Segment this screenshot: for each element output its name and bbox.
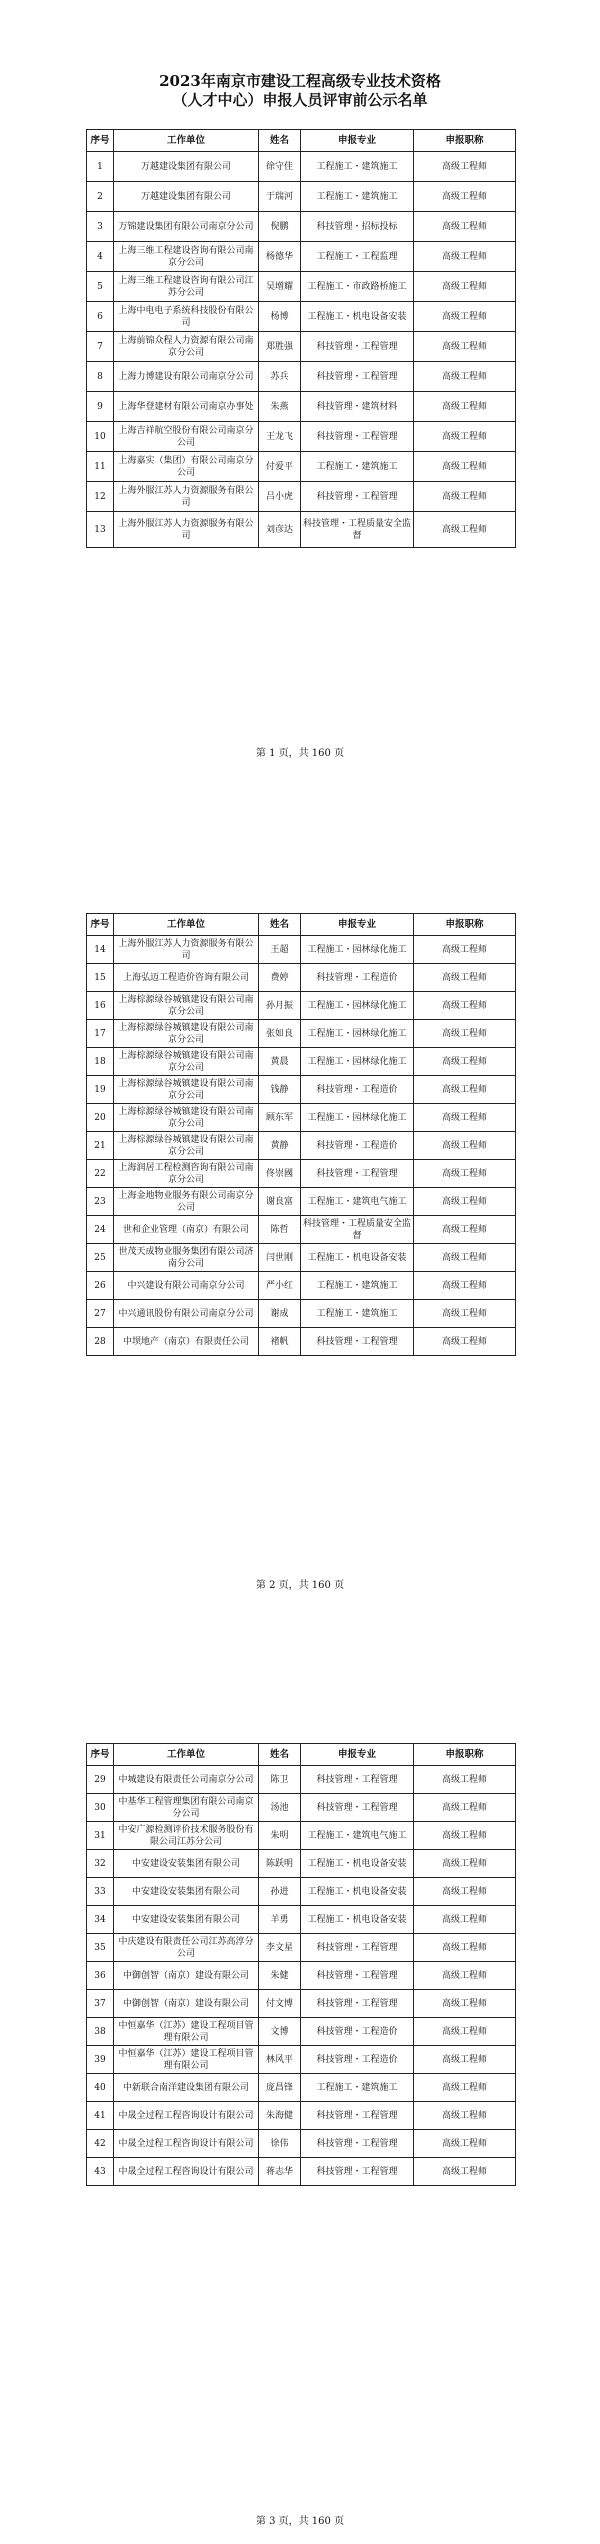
applicant-table	[86, 913, 516, 1356]
cell-title: 高级工程师	[414, 2046, 516, 2074]
cell-index: 21	[87, 1132, 114, 1160]
cell-employer: 世和企业管理（南京）有限公司	[114, 1216, 259, 1244]
cell-name: 付爱平	[259, 452, 301, 482]
cell-specialty: 科技管理・工程造价	[301, 1076, 414, 1104]
cell-index: 6	[87, 302, 114, 332]
cell-name: 徐伟	[259, 2130, 301, 2158]
cell-title: 高级工程师	[414, 1990, 516, 2018]
cell-title: 高级工程师	[414, 392, 516, 422]
cell-name: 谢成	[259, 1300, 301, 1328]
cell-title: 高级工程师	[414, 332, 516, 362]
col-header-name: 姓名	[259, 130, 301, 152]
table-row	[87, 2130, 516, 2158]
cell-employer: 上海嘉实（集团）有限公司南京分公司	[114, 452, 259, 482]
cell-employer: 上海三维工程建设咨询有限公司南京分公司	[114, 242, 259, 272]
cell-index: 41	[87, 2102, 114, 2130]
cell-index: 43	[87, 2158, 114, 2186]
table-row	[87, 1104, 516, 1132]
cell-index: 18	[87, 1048, 114, 1076]
cell-title: 高级工程师	[414, 964, 516, 992]
cell-specialty: 科技管理・工程管理	[301, 2130, 414, 2158]
cell-name: 吕小虎	[259, 482, 301, 512]
col-header-employer: 工作单位	[114, 914, 259, 936]
cell-title: 高级工程师	[414, 1188, 516, 1216]
cell-index: 9	[87, 392, 114, 422]
cell-employer: 上海弘迈工程造价咨询有限公司	[114, 964, 259, 992]
col-header-specialty: 申报专业	[301, 914, 414, 936]
cell-name: 谢良富	[259, 1188, 301, 1216]
cell-title: 高级工程师	[414, 1822, 516, 1850]
col-header-name: 姓名	[259, 1744, 301, 1766]
cell-index: 35	[87, 1934, 114, 1962]
col-header-employer: 工作单位	[114, 130, 259, 152]
cell-index: 5	[87, 272, 114, 302]
cell-name: 陈跃明	[259, 1850, 301, 1878]
cell-employer: 中基华工程管理集团有限公司南京分公司	[114, 1794, 259, 1822]
title-line-2: （人才中心）申报人员评审前公示名单	[172, 91, 428, 109]
table-row	[87, 1160, 516, 1188]
cell-specialty: 科技管理・工程造价	[301, 964, 414, 992]
cell-title: 高级工程师	[414, 1934, 516, 1962]
table-header-row	[87, 130, 516, 152]
cell-index: 13	[87, 512, 114, 548]
cell-index: 39	[87, 2046, 114, 2074]
cell-specialty: 工程施工・机电设备安装	[301, 1906, 414, 1934]
cell-name: 陈卫	[259, 1766, 301, 1794]
cell-name: 羊勇	[259, 1906, 301, 1934]
cell-index: 31	[87, 1822, 114, 1850]
cell-title: 高级工程师	[414, 242, 516, 272]
cell-title: 高级工程师	[414, 2074, 516, 2102]
cell-name: 林风平	[259, 2046, 301, 2074]
cell-name: 庞昌锋	[259, 2074, 301, 2102]
cell-employer: 上海棕源绿谷城镇建设有限公司南京分公司	[114, 992, 259, 1020]
applicant-table	[86, 129, 516, 548]
cell-title: 高级工程师	[414, 2102, 516, 2130]
table-row	[87, 1076, 516, 1104]
table-row	[87, 1990, 516, 2018]
cell-title: 高级工程师	[414, 1878, 516, 1906]
cell-specialty: 科技管理・工程质量安全监督	[301, 512, 414, 548]
cell-title: 高级工程师	[414, 1244, 516, 1272]
cell-name: 佟崇國	[259, 1160, 301, 1188]
cell-specialty: 科技管理・工程管理	[301, 1990, 414, 2018]
table-row	[87, 1328, 516, 1356]
cell-title: 高级工程师	[414, 1272, 516, 1300]
cell-index: 29	[87, 1766, 114, 1794]
cell-index: 26	[87, 1272, 114, 1300]
table-row	[87, 212, 516, 242]
cell-specialty: 工程施工・机电设备安装	[301, 1850, 414, 1878]
cell-title: 高级工程师	[414, 1020, 516, 1048]
cell-name: 朱燕	[259, 392, 301, 422]
cell-specialty: 科技管理・工程管理	[301, 1794, 414, 1822]
cell-index: 36	[87, 1962, 114, 1990]
cell-employer: 中晟全过程工程咨询设计有限公司	[114, 2130, 259, 2158]
cell-title: 高级工程师	[414, 152, 516, 182]
cell-employer: 上海前锦众程人力资源有限公司南京分公司	[114, 332, 259, 362]
cell-employer: 中晟全过程工程咨询设计有限公司	[114, 2158, 259, 2186]
cell-name: 朱明	[259, 1822, 301, 1850]
col-header-title: 申报职称	[414, 914, 516, 936]
table-row	[87, 482, 516, 512]
table-body	[87, 152, 516, 548]
cell-name: 王龙飞	[259, 422, 301, 452]
cell-employer: 万越建设集团有限公司	[114, 182, 259, 212]
cell-index: 14	[87, 936, 114, 964]
cell-specialty: 工程施工・园林绿化施工	[301, 1104, 414, 1132]
table-row	[87, 302, 516, 332]
cell-employer: 中御创智（南京）建设有限公司	[114, 1962, 259, 1990]
cell-employer: 上海外服江苏人力资源服务有限公司	[114, 512, 259, 548]
cell-employer: 世茂天成物业服务集团有限公司济南分公司	[114, 1244, 259, 1272]
cell-title: 高级工程师	[414, 1962, 516, 1990]
table-row	[87, 1272, 516, 1300]
cell-specialty: 工程施工・建筑施工	[301, 1272, 414, 1300]
table-row	[87, 1048, 516, 1076]
cell-title: 高级工程师	[414, 1160, 516, 1188]
table-row	[87, 1766, 516, 1794]
cell-index: 11	[87, 452, 114, 482]
table-row	[87, 1020, 516, 1048]
col-header-specialty: 申报专业	[301, 130, 414, 152]
cell-specialty: 工程施工・建筑施工	[301, 1300, 414, 1328]
cell-employer: 中恒嘉华（江苏）建设工程项目管理有限公司	[114, 2046, 259, 2074]
cell-name: 于瑞河	[259, 182, 301, 212]
cell-title: 高级工程师	[414, 302, 516, 332]
cell-employer: 上海棕源绿谷城镇建设有限公司南京分公司	[114, 1104, 259, 1132]
table-row	[87, 1216, 516, 1244]
col-header-specialty: 申报专业	[301, 1744, 414, 1766]
cell-specialty: 工程施工・园林绿化施工	[301, 936, 414, 964]
col-header-index: 序号	[87, 130, 114, 152]
table-row	[87, 1244, 516, 1272]
cell-index: 19	[87, 1076, 114, 1104]
cell-name: 倪鹏	[259, 212, 301, 242]
cell-index: 3	[87, 212, 114, 242]
cell-specialty: 工程施工・建筑电气施工	[301, 1822, 414, 1850]
cell-employer: 上海力博建设有限公司南京分公司	[114, 362, 259, 392]
table-row	[87, 1962, 516, 1990]
cell-employer: 上海外服江苏人力资源服务有限公司	[114, 482, 259, 512]
table-row	[87, 936, 516, 964]
cell-specialty: 科技管理・工程造价	[301, 2046, 414, 2074]
cell-specialty: 科技管理・工程管理	[301, 362, 414, 392]
cell-specialty: 工程施工・园林绿化施工	[301, 992, 414, 1020]
cell-index: 33	[87, 1878, 114, 1906]
cell-specialty: 工程施工・建筑施工	[301, 152, 414, 182]
cell-employer: 上海三维工程建设咨询有限公司江苏分公司	[114, 272, 259, 302]
cell-specialty: 科技管理・工程管理	[301, 1328, 414, 1356]
cell-specialty: 科技管理・建筑材料	[301, 392, 414, 422]
cell-title: 高级工程师	[414, 1850, 516, 1878]
cell-name: 付文博	[259, 1990, 301, 2018]
cell-employer: 中安建设安装集团有限公司	[114, 1906, 259, 1934]
cell-specialty: 工程施工・建筑施工	[301, 452, 414, 482]
cell-index: 15	[87, 964, 114, 992]
cell-title: 高级工程师	[414, 1906, 516, 1934]
cell-specialty: 工程施工・园林绿化施工	[301, 1048, 414, 1076]
table-row	[87, 272, 516, 302]
cell-specialty: 科技管理・工程管理	[301, 2102, 414, 2130]
cell-specialty: 科技管理・工程管理	[301, 332, 414, 362]
cell-specialty: 科技管理・工程管理	[301, 482, 414, 512]
cell-specialty: 工程施工・建筑电气施工	[301, 1188, 414, 1216]
cell-title: 高级工程师	[414, 1104, 516, 1132]
cell-employer: 上海棕源绿谷城镇建设有限公司南京分公司	[114, 1020, 259, 1048]
table-row	[87, 422, 516, 452]
cell-name: 张如良	[259, 1020, 301, 1048]
cell-index: 7	[87, 332, 114, 362]
cell-employer: 万越建设集团有限公司	[114, 152, 259, 182]
cell-employer: 上海华登建材有限公司南京办事处	[114, 392, 259, 422]
col-header-name: 姓名	[259, 914, 301, 936]
table-row	[87, 392, 516, 422]
table-body	[87, 936, 516, 1356]
cell-name: 徐守佳	[259, 152, 301, 182]
cell-title: 高级工程师	[414, 422, 516, 452]
cell-name: 李文星	[259, 1934, 301, 1962]
table-row	[87, 1822, 516, 1850]
cell-employer: 中坝地产（南京）有限责任公司	[114, 1328, 259, 1356]
table-row	[87, 512, 516, 548]
cell-title: 高级工程师	[414, 1300, 516, 1328]
cell-title: 高级工程师	[414, 992, 516, 1020]
cell-specialty: 科技管理・工程管理	[301, 1934, 414, 1962]
cell-name: 王超	[259, 936, 301, 964]
table-row	[87, 182, 516, 212]
cell-name: 文博	[259, 2018, 301, 2046]
page-footer: 第 1 页，共 160 页	[255, 748, 345, 759]
col-header-title: 申报职称	[414, 1744, 516, 1766]
cell-name: 朱海健	[259, 2102, 301, 2130]
cell-index: 23	[87, 1188, 114, 1216]
cell-employer: 中安建设安装集团有限公司	[114, 1878, 259, 1906]
page-footer: 第 2 页，共 160 页	[255, 1580, 345, 1591]
cell-index: 32	[87, 1850, 114, 1878]
cell-index: 17	[87, 1020, 114, 1048]
cell-index: 22	[87, 1160, 114, 1188]
cell-index: 27	[87, 1300, 114, 1328]
cell-title: 高级工程师	[414, 482, 516, 512]
cell-title: 高级工程师	[414, 2130, 516, 2158]
cell-index: 40	[87, 2074, 114, 2102]
table-row	[87, 2046, 516, 2074]
cell-title: 高级工程师	[414, 512, 516, 548]
table-row	[87, 152, 516, 182]
cell-specialty: 工程施工・机电设备安装	[301, 1878, 414, 1906]
cell-employer: 上海外服江苏人力资源服务有限公司	[114, 936, 259, 964]
cell-title: 高级工程师	[414, 272, 516, 302]
cell-employer: 中新联合南洋建设集团有限公司	[114, 2074, 259, 2102]
cell-title: 高级工程师	[414, 936, 516, 964]
cell-index: 28	[87, 1328, 114, 1356]
cell-employer: 中兴通讯股份有限公司南京分公司	[114, 1300, 259, 1328]
cell-index: 10	[87, 422, 114, 452]
cell-name: 孙进	[259, 1878, 301, 1906]
cell-specialty: 工程施工・机电设备安装	[301, 302, 414, 332]
cell-specialty: 工程施工・园林绿化施工	[301, 1020, 414, 1048]
table-row	[87, 2158, 516, 2186]
cell-employer: 中庆建设有限责任公司江苏高淳分公司	[114, 1934, 259, 1962]
cell-title: 高级工程师	[414, 1794, 516, 1822]
cell-employer: 上海棕源绿谷城镇建设有限公司南京分公司	[114, 1076, 259, 1104]
table-row	[87, 2018, 516, 2046]
cell-name: 孙月振	[259, 992, 301, 1020]
cell-index: 42	[87, 2130, 114, 2158]
cell-employer: 上海棕源绿谷城镇建设有限公司南京分公司	[114, 1048, 259, 1076]
table-row	[87, 1188, 516, 1216]
cell-specialty: 科技管理・工程管理	[301, 1160, 414, 1188]
cell-name: 陈哲	[259, 1216, 301, 1244]
cell-specialty: 科技管理・工程质量安全监督	[301, 1216, 414, 1244]
table-row	[87, 1132, 516, 1160]
applicant-table	[86, 1743, 516, 2186]
cell-title: 高级工程师	[414, 1132, 516, 1160]
cell-specialty: 工程施工・建筑施工	[301, 182, 414, 212]
table-row	[87, 992, 516, 1020]
table-row	[87, 362, 516, 392]
table-row	[87, 452, 516, 482]
cell-employer: 上海吉祥航空股份有限公司南京分公司	[114, 422, 259, 452]
table-row	[87, 964, 516, 992]
cell-specialty: 科技管理・工程造价	[301, 1132, 414, 1160]
cell-name: 钱静	[259, 1076, 301, 1104]
cell-name: 褚帆	[259, 1328, 301, 1356]
cell-employer: 中恒嘉华（江苏）建设工程项目管理有限公司	[114, 2018, 259, 2046]
cell-name: 费婷	[259, 964, 301, 992]
cell-specialty: 科技管理・工程管理	[301, 422, 414, 452]
cell-title: 高级工程师	[414, 182, 516, 212]
cell-name: 朱健	[259, 1962, 301, 1990]
table-row	[87, 2074, 516, 2102]
cell-index: 1	[87, 152, 114, 182]
table-body	[87, 1766, 516, 2186]
cell-name: 汤池	[259, 1794, 301, 1822]
cell-name: 蒋志华	[259, 2158, 301, 2186]
table-row	[87, 2102, 516, 2130]
table-row	[87, 242, 516, 272]
cell-employer: 中安建设安装集团有限公司	[114, 1850, 259, 1878]
cell-employer: 中城建设有限责任公司南京分公司	[114, 1766, 259, 1794]
cell-name: 郑胜强	[259, 332, 301, 362]
table-row	[87, 1878, 516, 1906]
cell-employer: 万锦建设集团有限公司南京分公司	[114, 212, 259, 242]
cell-name: 黄晨	[259, 1048, 301, 1076]
cell-title: 高级工程师	[414, 212, 516, 242]
cell-name: 严小红	[259, 1272, 301, 1300]
cell-title: 高级工程师	[414, 1076, 516, 1104]
cell-name: 吴增耀	[259, 272, 301, 302]
cell-employer: 中兴建设有限公司南京分公司	[114, 1272, 259, 1300]
cell-employer: 上海棕源绿谷城镇建设有限公司南京分公司	[114, 1132, 259, 1160]
table-row	[87, 1300, 516, 1328]
cell-name: 刘彦达	[259, 512, 301, 548]
table-row	[87, 332, 516, 362]
page-footer: 第 3 页，共 160 页	[255, 2516, 345, 2527]
cell-specialty: 工程施工・机电设备安装	[301, 1244, 414, 1272]
cell-title: 高级工程师	[414, 1766, 516, 1794]
table-row	[87, 1934, 516, 1962]
cell-index: 4	[87, 242, 114, 272]
cell-index: 12	[87, 482, 114, 512]
cell-specialty: 科技管理・工程造价	[301, 2018, 414, 2046]
cell-employer: 中晟全过程工程咨询设计有限公司	[114, 2102, 259, 2130]
cell-specialty: 科技管理・工程管理	[301, 1962, 414, 1990]
table-row	[87, 1906, 516, 1934]
cell-index: 20	[87, 1104, 114, 1132]
cell-specialty: 工程施工・市政路桥施工	[301, 272, 414, 302]
cell-specialty: 科技管理・工程管理	[301, 1766, 414, 1794]
cell-name: 杨博	[259, 302, 301, 332]
cell-title: 高级工程师	[414, 452, 516, 482]
cell-name: 杨德华	[259, 242, 301, 272]
col-header-index: 序号	[87, 914, 114, 936]
cell-index: 34	[87, 1906, 114, 1934]
cell-specialty: 工程施工・工程监理	[301, 242, 414, 272]
cell-title: 高级工程师	[414, 1048, 516, 1076]
cell-employer: 上海润居工程检测咨询有限公司南京分公司	[114, 1160, 259, 1188]
col-header-title: 申报职称	[414, 130, 516, 152]
cell-specialty: 科技管理・招标投标	[301, 212, 414, 242]
cell-title: 高级工程师	[414, 1216, 516, 1244]
cell-employer: 上海中电电子系统科技股份有限公司	[114, 302, 259, 332]
col-header-employer: 工作单位	[114, 1744, 259, 1766]
cell-name: 黄静	[259, 1132, 301, 1160]
table-header-row	[87, 1744, 516, 1766]
cell-index: 30	[87, 1794, 114, 1822]
cell-index: 2	[87, 182, 114, 212]
cell-specialty: 科技管理・工程管理	[301, 2158, 414, 2186]
cell-name: 闫世刚	[259, 1244, 301, 1272]
cell-employer: 上海金地物业服务有限公司南京分公司	[114, 1188, 259, 1216]
title-line-1: 2023年南京市建设工程高级专业技术资格	[159, 72, 441, 90]
cell-title: 高级工程师	[414, 362, 516, 392]
cell-title: 高级工程师	[414, 2018, 516, 2046]
col-header-index: 序号	[87, 1744, 114, 1766]
cell-title: 高级工程师	[414, 1328, 516, 1356]
cell-employer: 中安广源检测评价技术服务股份有限公司江苏分公司	[114, 1822, 259, 1850]
table-row	[87, 1850, 516, 1878]
cell-index: 16	[87, 992, 114, 1020]
cell-name: 苏兵	[259, 362, 301, 392]
table-header-row	[87, 914, 516, 936]
cell-name: 顾东军	[259, 1104, 301, 1132]
table-row	[87, 1794, 516, 1822]
cell-index: 24	[87, 1216, 114, 1244]
cell-index: 38	[87, 2018, 114, 2046]
cell-title: 高级工程师	[414, 2158, 516, 2186]
cell-index: 8	[87, 362, 114, 392]
cell-employer: 中御创智（南京）建设有限公司	[114, 1990, 259, 2018]
cell-specialty: 工程施工・建筑施工	[301, 2074, 414, 2102]
cell-index: 25	[87, 1244, 114, 1272]
cell-index: 37	[87, 1990, 114, 2018]
